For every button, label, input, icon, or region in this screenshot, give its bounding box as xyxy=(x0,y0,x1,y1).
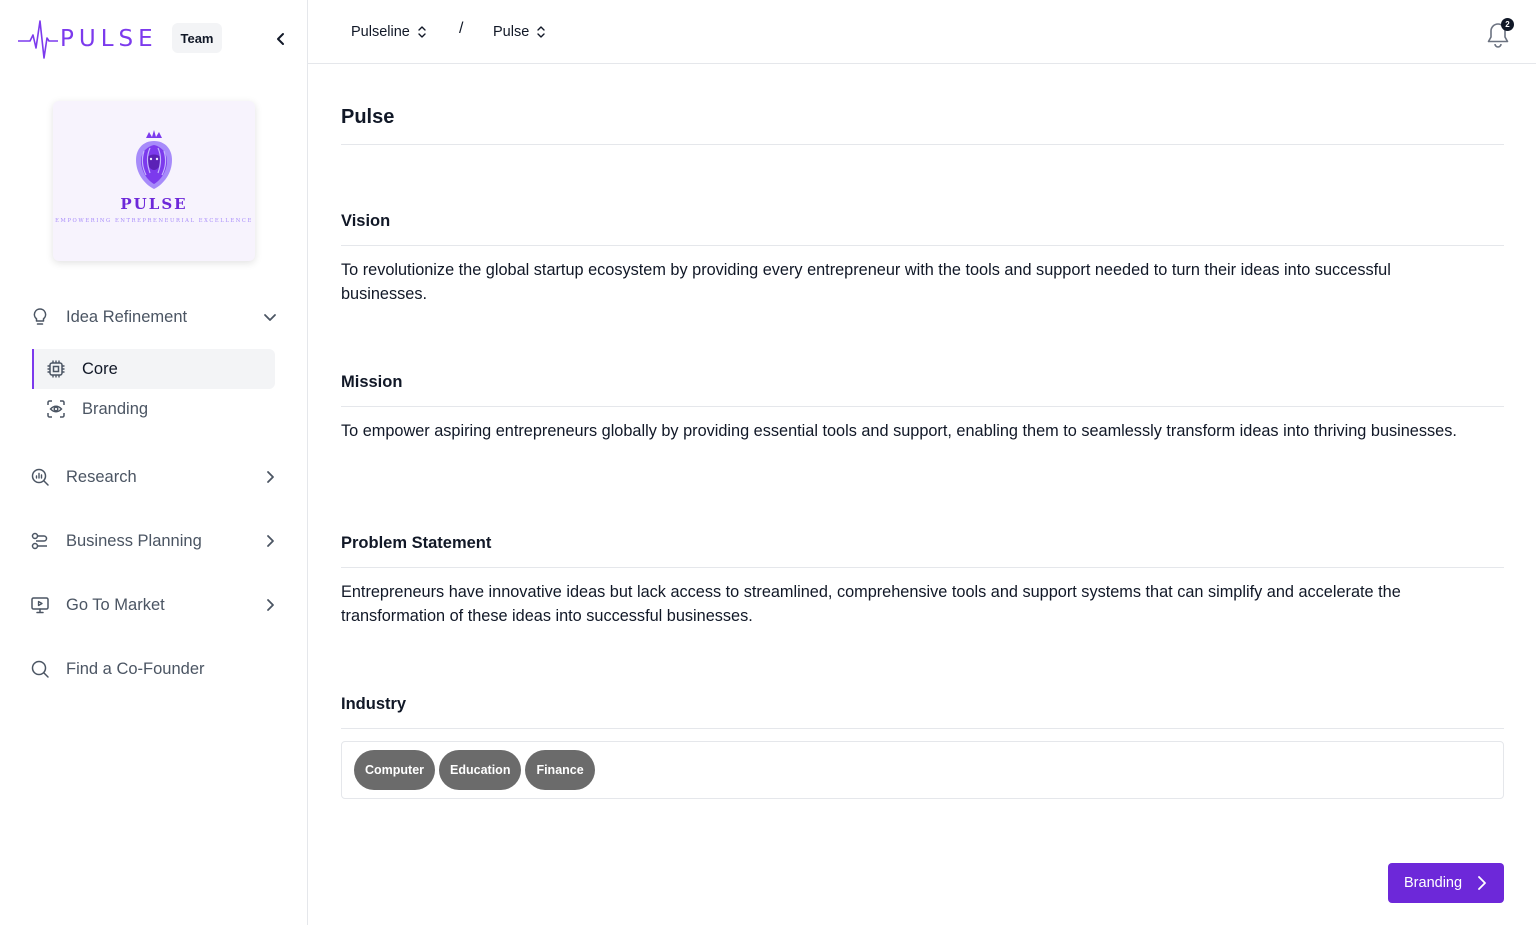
nav-find-cofounder-label: Find a Co-Founder xyxy=(66,659,205,678)
nav-branding[interactable] xyxy=(32,389,275,429)
industry-tags-field[interactable] xyxy=(341,741,1504,799)
project-logo-card xyxy=(53,101,255,261)
search-icon xyxy=(28,657,52,681)
title-divider xyxy=(341,144,1504,145)
route-icon xyxy=(28,529,52,553)
vision-heading: Vision xyxy=(341,212,391,230)
breadcrumb-project-selector[interactable] xyxy=(493,20,547,44)
page-title: Pulse xyxy=(341,106,395,128)
industry-tag[interactable]: Education xyxy=(439,750,521,790)
cpu-chip-icon xyxy=(44,357,68,381)
industry-tag[interactable]: Finance xyxy=(525,750,594,790)
breadcrumb-workspace-selector[interactable] xyxy=(351,20,428,44)
notification-count-badge: 2 xyxy=(1501,18,1514,31)
industry-tag[interactable]: Computer xyxy=(354,750,435,790)
nav-business-planning-label: Business Planning xyxy=(66,531,202,550)
chevron-down-icon xyxy=(260,307,280,327)
next-branding-button[interactable] xyxy=(1388,863,1504,903)
nav-go-to-market-label: Go To Market xyxy=(66,595,165,614)
mission-divider xyxy=(341,406,1504,407)
next-branding-label: Branding xyxy=(1404,875,1463,891)
top-bar xyxy=(308,0,1536,64)
mission-heading: Mission xyxy=(341,373,403,391)
chevron-up-down-icon xyxy=(416,25,428,39)
nav-branding-label: Branding xyxy=(82,399,149,418)
nav-core-label: Core xyxy=(82,359,118,378)
pulse-wave-icon xyxy=(18,18,58,60)
nav-research-label: Research xyxy=(66,467,137,486)
nav-find-cofounder[interactable] xyxy=(28,653,282,685)
chevron-right-icon xyxy=(260,531,280,551)
presentation-icon xyxy=(28,593,52,617)
industry-heading: Industry xyxy=(341,695,407,713)
vision-text: To revolutionize the global startup ecosystem by providing every entrepreneur with the tools and support needed to turn their ideas into successful businesses. xyxy=(341,261,1391,303)
lightbulb-icon xyxy=(28,305,52,329)
breadcrumb-separator: / xyxy=(459,20,464,37)
sidebar xyxy=(0,0,308,925)
search-chart-icon xyxy=(28,465,52,489)
brand-name: PULSE xyxy=(60,26,158,52)
problem-statement-heading: Problem Statement xyxy=(341,534,492,552)
nav-go-to-market[interactable] xyxy=(28,589,282,621)
brand-logo[interactable] xyxy=(18,18,158,60)
nav-core[interactable] xyxy=(32,349,275,389)
nav-business-planning[interactable] xyxy=(28,525,282,557)
nav-idea-refinement-label: Idea Refinement xyxy=(66,307,188,326)
chevron-right-icon xyxy=(260,595,280,615)
breadcrumb-workspace-label: Pulseline xyxy=(351,24,410,40)
chevron-right-icon xyxy=(1474,874,1490,892)
logo-name-text: PULSE xyxy=(120,195,188,213)
collapse-sidebar-button[interactable] xyxy=(268,26,294,52)
problem-statement-text: Entrepreneurs have innovative ideas but lack access to streamlined, comprehensive tools and support systems that can simplify and accelerate the transformation of these ideas into successful businesses. xyxy=(341,583,1401,625)
notifications-button[interactable] xyxy=(1484,20,1512,50)
problem-statement-divider xyxy=(341,567,1504,568)
industry-divider xyxy=(341,728,1504,729)
chevron-up-down-icon xyxy=(535,25,547,39)
logo-tagline-text: EMPOWERING ENTREPRENEURIAL EXCELLENCE xyxy=(55,218,253,224)
team-badge[interactable]: Team xyxy=(172,23,222,53)
nav-research[interactable] xyxy=(28,461,282,493)
nav-idea-refinement[interactable] xyxy=(28,301,282,333)
scan-eye-icon xyxy=(44,397,68,421)
lion-crown-logo-icon xyxy=(130,129,178,191)
chevron-right-icon xyxy=(260,467,280,487)
chevron-left-icon xyxy=(274,32,288,46)
breadcrumb-project-label: Pulse xyxy=(493,24,530,40)
vision-divider xyxy=(341,245,1504,246)
mission-text: To empower aspiring entrepreneurs globally by providing essential tools and support, enabling them to seamlessly transform ideas into thriving businesses. xyxy=(341,422,1457,440)
